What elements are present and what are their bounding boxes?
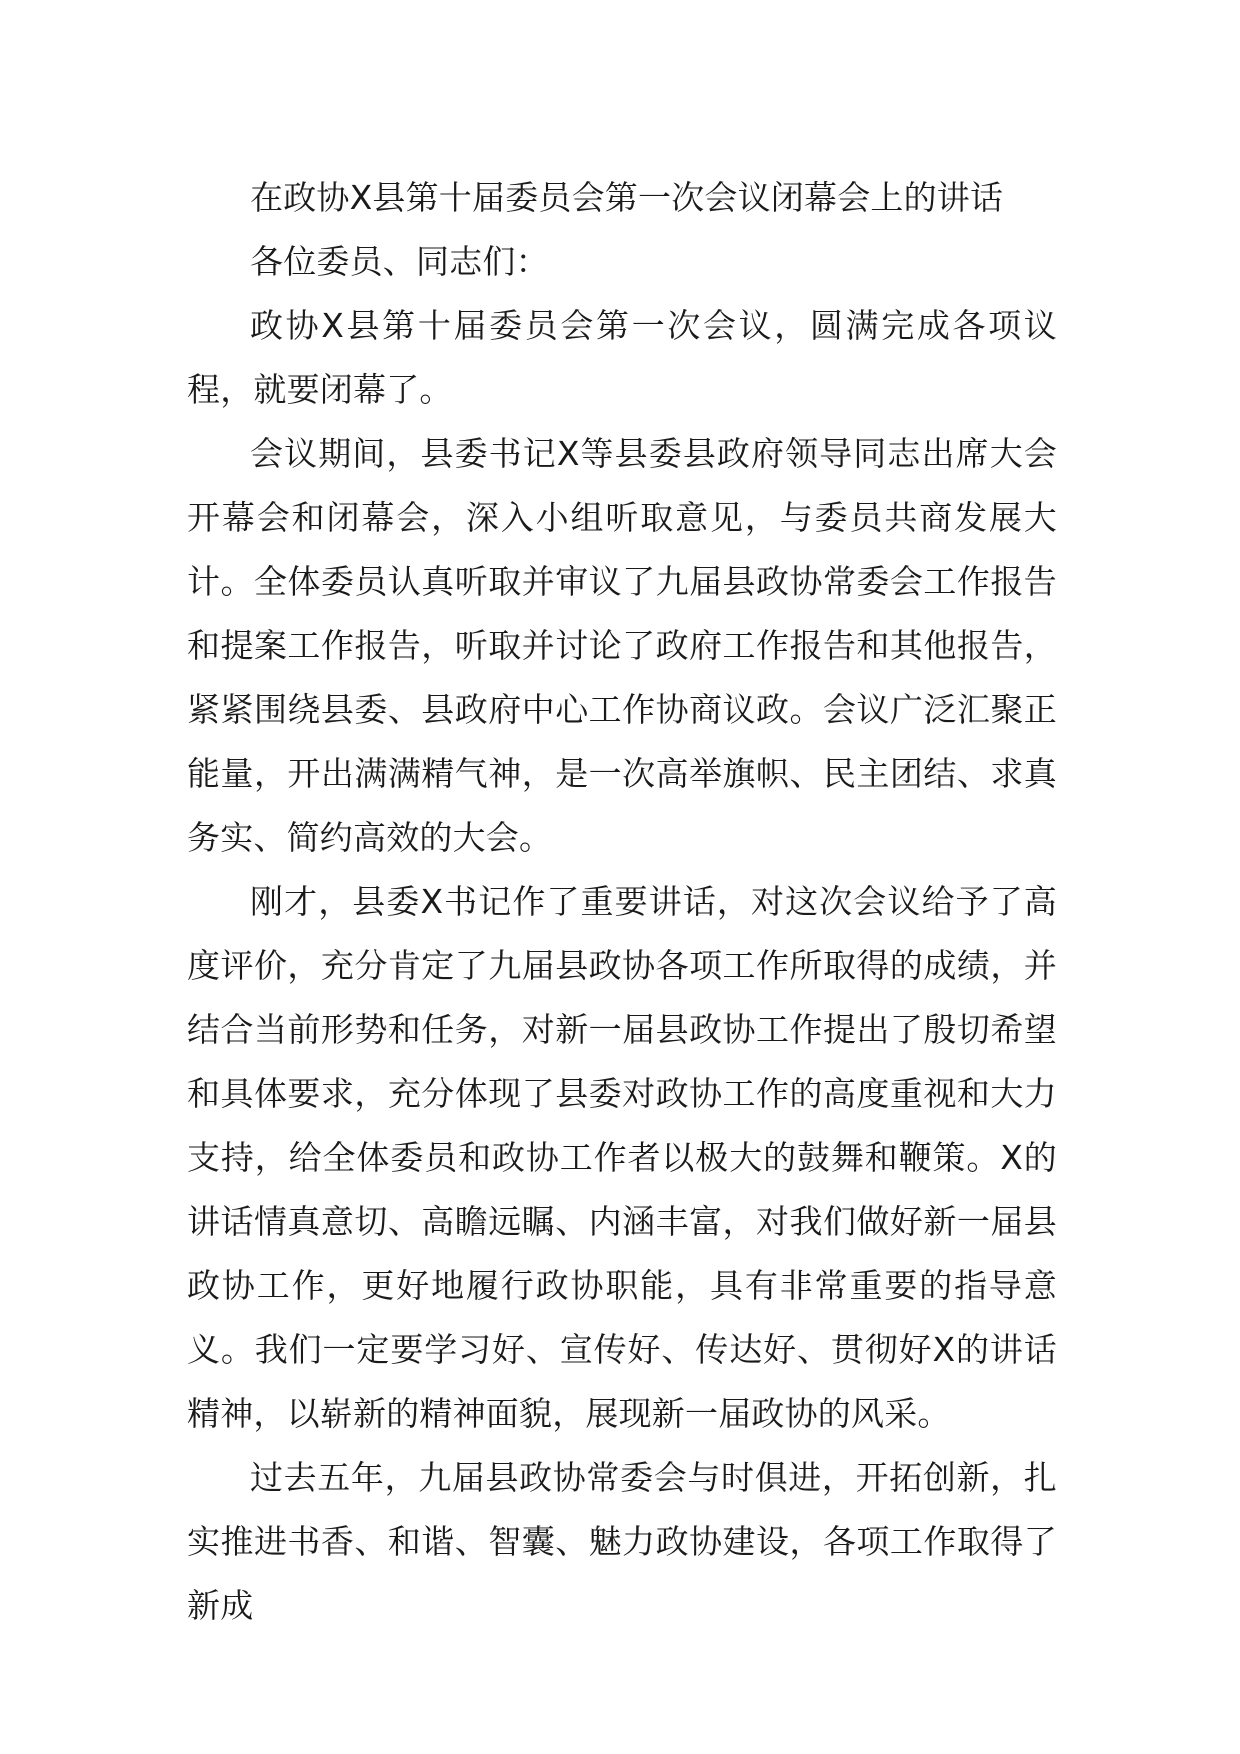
paragraph-2: 会议期间，县委书记X等县委县政府领导同志出席大会开幕会和闭幕会，深入小组听取意见，与委员共商发展大计。全体委员认真听取并审议了九届县政协常委会工作报告和提案工作报告，听取并讨论了政府工作报告和其他报告，紧紧围绕县委、县政府中心工作协商议政。会议广泛汇聚正能量，开出满满精气神，是一次高举旗帜、民主团结、求真务实、简约高效的大会。 — [187, 434, 1057, 857]
paragraph-1: 政协X县第十届委员会第一次会议，圆满完成各项议程，就要闭幕了。 — [187, 306, 1057, 409]
document-title: 在政协X县第十届委员会第一次会议闭幕会上的讲话 — [250, 178, 1004, 217]
paragraph-3: 刚才，县委X书记作了重要讲话，对这次会议给予了高度评价，充分肯定了九届县政协各项工作所取得的成绩，并结合当前形势和任务，对新一届县政协工作提出了殷切希望和具体要求，充分体现了县委对政协工作的高度重视和大力支持，给全体委员和政协工作者以极大的鼓舞和鞭策。X的讲话情真意切、高瞻远瞩、内涵丰富，对我们做好新一届县政协工作，更好地履行政协职能，具有非常重要的指导意义。我们一定要学习好、宣传好、传达好、贯彻好X的讲话精神，以崭新的精神面貌，展现新一届政协的风采。 — [187, 882, 1057, 1433]
salutation: 各位委员、同志们： — [250, 242, 549, 281]
paragraph-4: 过去五年，九届县政协常委会与时俱进，开拓创新，扎实推进书香、和谐、智囊、魅力政协建设，各项工作取得了新成 — [187, 1458, 1057, 1625]
document-body — [187, 166, 1057, 1638]
